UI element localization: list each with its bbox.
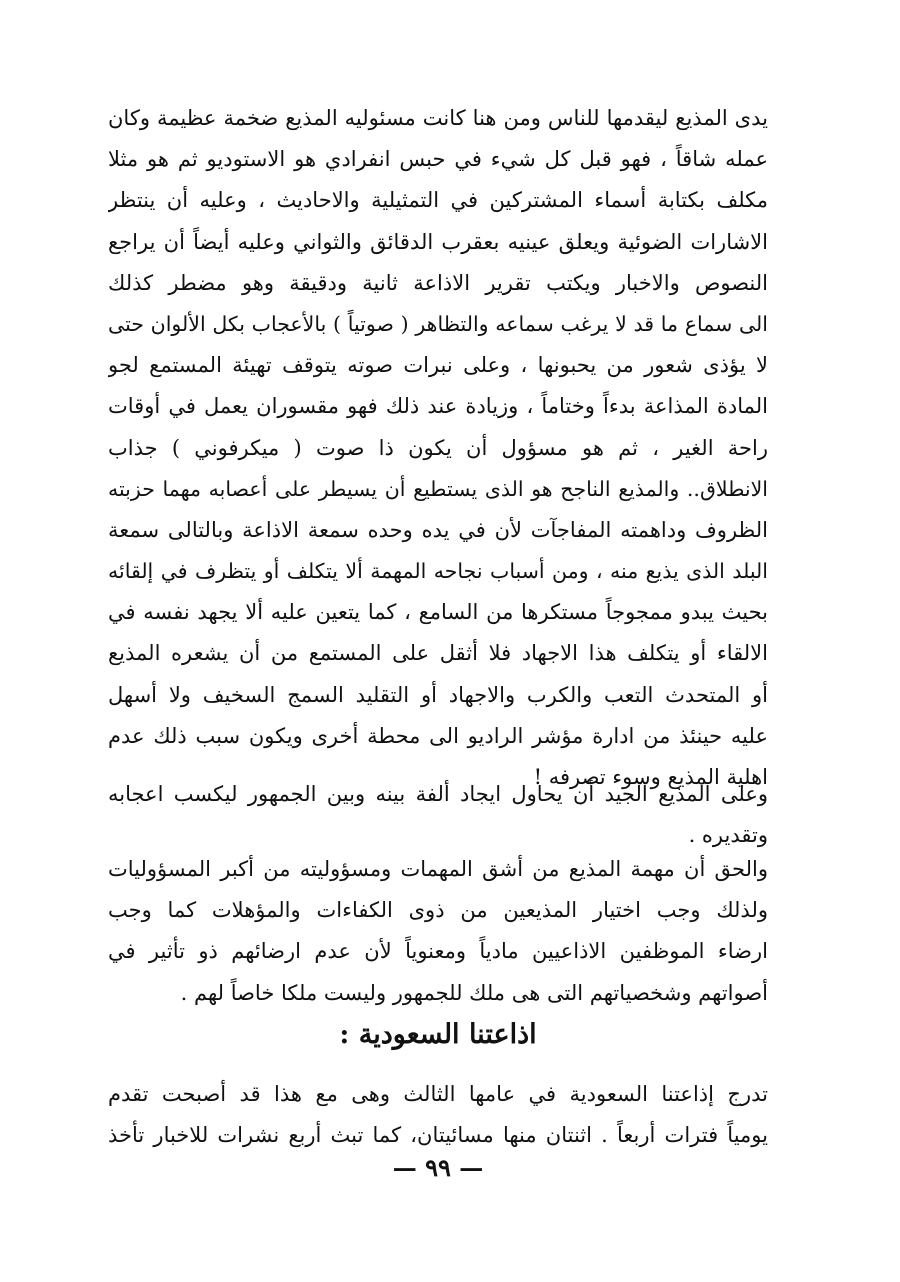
text-line: الانطلاق.. والمذيع الناجح هو الذى يستطيع أن يسيطر على أعصابه مهما حزبته <box>108 476 768 501</box>
text-line: الظروف وداهمته المفاجآت لأن في يده وحده سمعة الاذاعة وبالتالى سمعة <box>108 517 768 542</box>
paragraph-2 <box>108 774 768 856</box>
text-line: الى سماع ما قد لا يرغب سماعه والتظاهر ( صوتياً ) بالأعجاب بكل الألوان حتى <box>108 311 768 336</box>
text-line: عليه حينئذ من ادارة مؤشر الراديو الى محطة أخرى ويكون سبب ذلك عدم <box>108 723 768 748</box>
text-line: لا يؤذى شعور من يحبونها ، وعلى نبرات صوته يتوقف تهيئة المستمع لجو <box>108 353 768 378</box>
text-line: الالقاء أو يتكلف هذا الاجهاد فلا أثقل على المستمع من أن يشعره المذيع <box>108 641 768 666</box>
text-line: أو المتحدث التعب والكرب والاجهاد أو التقليد السمج السخيف ولا أسهل <box>108 682 768 707</box>
text-line: عمله شاقاً ، فهو قبل كل شيء في حبس انفرادي هو الاستوديو ثم هو مثلا <box>108 147 768 172</box>
text-line: النصوص والاخبار ويكتب تقرير الاذاعة ثانية ودقيقة وهو مضطر كذلك <box>108 270 768 295</box>
text-line: المادة المذاعة بدءاً وختاماً ، وزيادة عند ذلك فهو مقسوران يعمل في أوقات <box>108 394 768 419</box>
text-line: ولذلك وجب اختيار المذيعين من ذوى الكفاءات والمؤهلات كما وجب <box>108 898 768 923</box>
text-line: الاشارات الضوئية ويعلق عينيه بعقرب الدقائق والثواني وعليه أيضاً أن يراجع <box>108 229 768 254</box>
text-line: تدرج إذاعتنا السعودية في عامها الثالث وهى مع هذا قد أصبحت تقدم <box>108 1082 768 1106</box>
paragraph-3 <box>108 849 768 1014</box>
section-heading: اذاعتنا السعودية : <box>339 1019 537 1050</box>
text-line: يومياً فترات أربعاً . اثنتان منها مسائيتان، كما تبث أربع نشرات للاخبار تأخذ <box>108 1123 768 1148</box>
text-line: والحق أن مهمة المذيع من أشق المهمات ومسؤوليته من أكبر المسؤوليات <box>108 857 768 881</box>
paragraph-1 <box>108 98 768 798</box>
text-line: أصواتهم وشخصياتهم التى هى ملك للجمهور وليست ملكا خاصاً لهم . <box>180 980 768 1005</box>
section-paragraph <box>108 1074 768 1156</box>
text-line: اهلية المذيع وسوء تصرفه ! <box>533 765 768 789</box>
text-line: ارضاء الموظفين الاذاعيين مادياً ومعنوياً لأن عدم ارضائهم ذو تأثير في <box>108 939 768 964</box>
text-line: وتقديره . <box>688 823 768 848</box>
page-number: — ٩٩ — <box>392 1153 484 1182</box>
text-line: بحيث يبدو ممجوجاً مستكرها من السامع ، كما يتعين عليه ألا يجهد نفسه في <box>108 600 768 625</box>
text-line: راحة الغير ، ثم هو مسؤول أن يكون ذا صوت ( ميكرفوني ) جذاب <box>108 435 768 460</box>
text-line: البلد الذى يذيع منه ، ومن أسباب نجاحه المهمة ألا يتكلف أو يتظرف في إلقائه <box>108 559 768 584</box>
text-line: يدى المذيع ليقدمها للناس ومن هنا كانت مسئوليه المذيع ضخمة عظيمة وكان <box>108 106 768 130</box>
text-line: وعلى المذيع الجيد أن يحاول ايجاد ألفة بينه وبين الجمهور ليكسب اعجابه <box>108 782 768 806</box>
text-line: مكلف بكتابة أسماء المشتركين في التمثيلية والاحاديث ، وعليه أن ينتظر <box>108 188 768 213</box>
